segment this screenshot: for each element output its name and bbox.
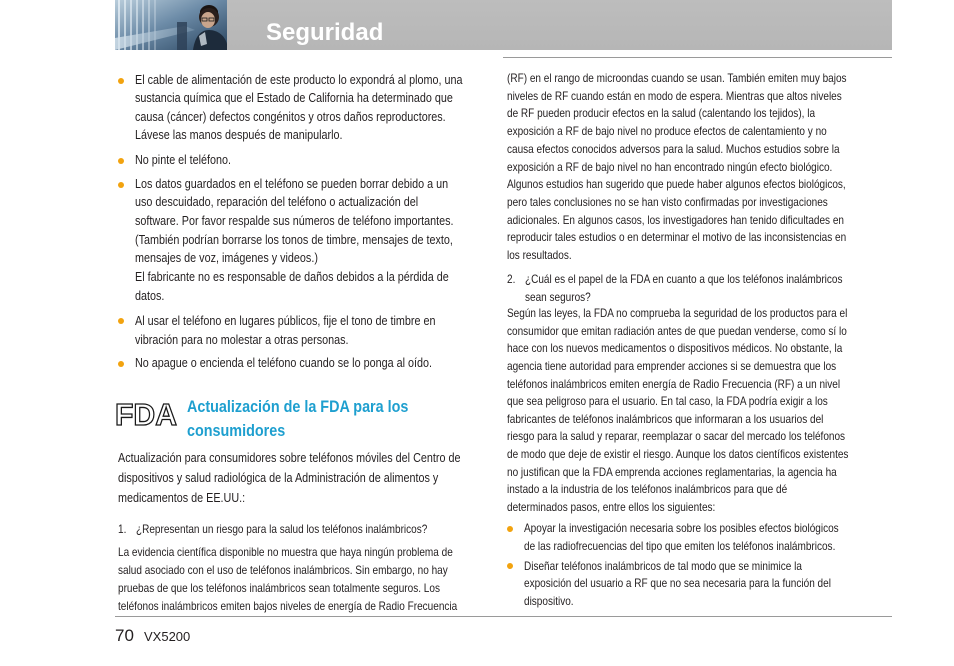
header-photo xyxy=(115,0,227,50)
answer-2-paragraph xyxy=(507,305,848,517)
text-line: los resultados. xyxy=(507,248,572,263)
text-line: reproducir tales estudios o en determinar el motivo de las inconsistencias en xyxy=(507,230,847,245)
text-line: exposición del usuario a RF que no sea necesaria para la función del xyxy=(524,576,831,590)
text-line: hace con los nuevos medicamentos o dispositivos médicos. No obstante, la xyxy=(507,341,843,356)
text-line: teléfonos inalámbricos emiten bajos niveles de energía de Radio Frecuencia xyxy=(118,599,458,613)
text-line: uso descuidado, reparación del teléfono o actualización del xyxy=(135,194,419,210)
text-line: instado a la industria de los teléfonos inalámbricos para que dé xyxy=(507,482,788,497)
text-line: exposición a RF de bajo nivel no produce efectos de calentamiento y no xyxy=(507,124,827,139)
text-line: fabricantes de teléfonos inalámbricos que informaran a los usuarios del xyxy=(507,411,824,426)
text-line: No apague o encienda el teléfono cuando se lo ponga al oído. xyxy=(135,354,432,370)
text-line: agencia tiene autoridad para emprender acciones si se demuestra que los xyxy=(507,358,837,373)
text-line: medicamentos de EE.UU.: xyxy=(118,490,246,505)
bullet-icon xyxy=(118,78,124,84)
header-bar xyxy=(115,0,892,50)
question-1-number: 1. xyxy=(118,522,127,536)
text-line: Lávese las manos después de manipularlo. xyxy=(135,127,343,143)
text-line: Actualización para consumidores sobre teléfonos móviles del Centro de xyxy=(118,450,461,465)
text-line: de modo que deje de existir el riesgo. Aunque los datos científicos existentes xyxy=(507,447,849,462)
bullet-vibration xyxy=(135,311,436,349)
bullet-lead-warning xyxy=(135,71,463,145)
text-line: vibración para no molestar a otras personas. xyxy=(135,331,349,347)
text-line: consumidor que emitan radiación antes de que puedan venderse, como sí lo xyxy=(507,323,847,338)
text-line: teléfonos inalámbricos emiten energía de Radio Frecuencia (RF) a un nivel xyxy=(507,376,841,391)
answer-1-paragraph xyxy=(118,543,457,615)
question-2-number: 2. xyxy=(507,272,516,286)
text-line: que sea peligroso para el usuario. En tal caso, la FDA podría exigir a los xyxy=(507,394,828,409)
text-line: causa (cáncer) defectos congénitos y otros daños reproductores. xyxy=(135,108,446,124)
text-line: determinados pasos, entre ellos los siguientes: xyxy=(507,500,716,515)
text-line: causa efectos conocidos adversos para la salud. Muchos estudios sobre la xyxy=(507,141,840,156)
text-line: exposición a RF de bajo nivel no han encontrado ningún efecto biológico. xyxy=(507,159,833,174)
text-line: salud asociado con el uso de teléfonos inalámbricos. Sin embargo, no hay xyxy=(118,563,448,577)
text-line: El cable de alimentación de este producto lo expondrá al plomo, una xyxy=(135,71,463,87)
text-line: El fabricante no es responsable de daños debidos a la pérdida de xyxy=(135,269,449,285)
text-line: No pinte el teléfono. xyxy=(135,152,231,167)
top-rule xyxy=(503,57,892,58)
text-line: (RF) en el rango de microondas cuando se usan. También emiten muy bajos xyxy=(507,71,847,85)
page-title: Seguridad xyxy=(266,19,384,46)
bullet-icon xyxy=(507,526,513,532)
question-1-text: ¿Representan un riesgo para la salud los teléfonos inalámbricos? xyxy=(136,522,428,536)
text-line: Según las leyes, la FDA no comprueba la seguridad de los productos para el xyxy=(507,306,848,320)
text-line: mensajes de voz, imágenes y videos.) xyxy=(135,250,318,266)
section-heading xyxy=(187,395,408,443)
bullet-icon xyxy=(118,158,124,164)
text-line: Los datos guardados en el teléfono se pueden borrar debido a un xyxy=(135,175,449,191)
bullet-icon xyxy=(118,182,124,188)
answer-1-continued xyxy=(507,70,847,265)
text-line: Apoyar la investigación necesaria sobre los posibles efectos biológicos xyxy=(524,521,839,535)
bullet-icon xyxy=(507,563,513,569)
text-line: pruebas de que los teléfonos inalámbricos sean totalmente seguros. Los xyxy=(118,581,440,595)
text-line: (También podrían borrarse los tonos de timbre, mensajes de texto, xyxy=(135,231,453,247)
intro-paragraph xyxy=(118,448,460,508)
text-line: Al usar el teléfono en lugares públicos, fije el tono de timbre en xyxy=(135,312,436,328)
model-name: VX5200 xyxy=(144,629,191,644)
text-line: de las radiofrecuencias del tipo que emiten los teléfonos inalámbricos. xyxy=(524,538,836,553)
text-line: software. Por favor respalde sus números de teléfono importantes. xyxy=(135,213,454,229)
text-line: Actualización de la FDA para los xyxy=(187,397,409,416)
text-line: La evidencia científica disponible no muestra que haya ningún problema de xyxy=(118,545,453,559)
text-line: dispositivos y salud radiológica de la Administración de alimentos y xyxy=(118,470,439,485)
bottom-rule xyxy=(115,616,892,617)
fda-logo xyxy=(114,397,178,429)
text-line: pero tales conclusiones no se han visto confirmadas por investigaciones xyxy=(507,194,828,209)
text-line: sean seguros? xyxy=(525,289,591,304)
text-line: riesgo para la salud y reparar, reemplazar o sacar del mercado los teléfonos xyxy=(507,429,846,444)
bullet-support-research xyxy=(524,520,839,555)
bullet-design-phones xyxy=(524,558,831,611)
question-2-text xyxy=(525,271,842,306)
bullet-data-backup xyxy=(135,175,453,306)
text-line: no justifican que la FDA emprenda acciones reglamentarias, la agencia ha xyxy=(507,464,837,479)
fda-logo-text: FDA xyxy=(115,397,177,429)
bullet-no-paint xyxy=(135,151,231,170)
text-line: niveles de RF cuando están en modo de espera. Mientras que altos niveles xyxy=(507,88,842,103)
bullet-icon xyxy=(118,318,124,324)
text-line: adicionales. En algunos casos, los investigadores han tenido dificultades en xyxy=(507,212,845,227)
text-line: Algunos estudios han sugerido que puede haber algunos efectos biológicos, xyxy=(507,177,846,192)
text-line: datos. xyxy=(135,287,165,303)
text-line: de RF pueden producir efectos en la salud (calentando los tejidos), la xyxy=(507,106,816,121)
text-line: consumidores xyxy=(187,421,286,440)
bullet-icon xyxy=(118,361,124,367)
page-number: 70 xyxy=(115,626,134,645)
text-line: dispositivo. xyxy=(524,593,574,608)
bullet-power-ear xyxy=(135,354,432,373)
text-line: Diseñar teléfonos inalámbricos de tal modo que se minimice la xyxy=(524,558,802,573)
text-line: ¿Cuál es el papel de la FDA en cuanto a que los teléfonos inalámbricos xyxy=(525,272,843,286)
text-line: sustancia química que el Estado de California ha determinado que xyxy=(135,90,453,106)
